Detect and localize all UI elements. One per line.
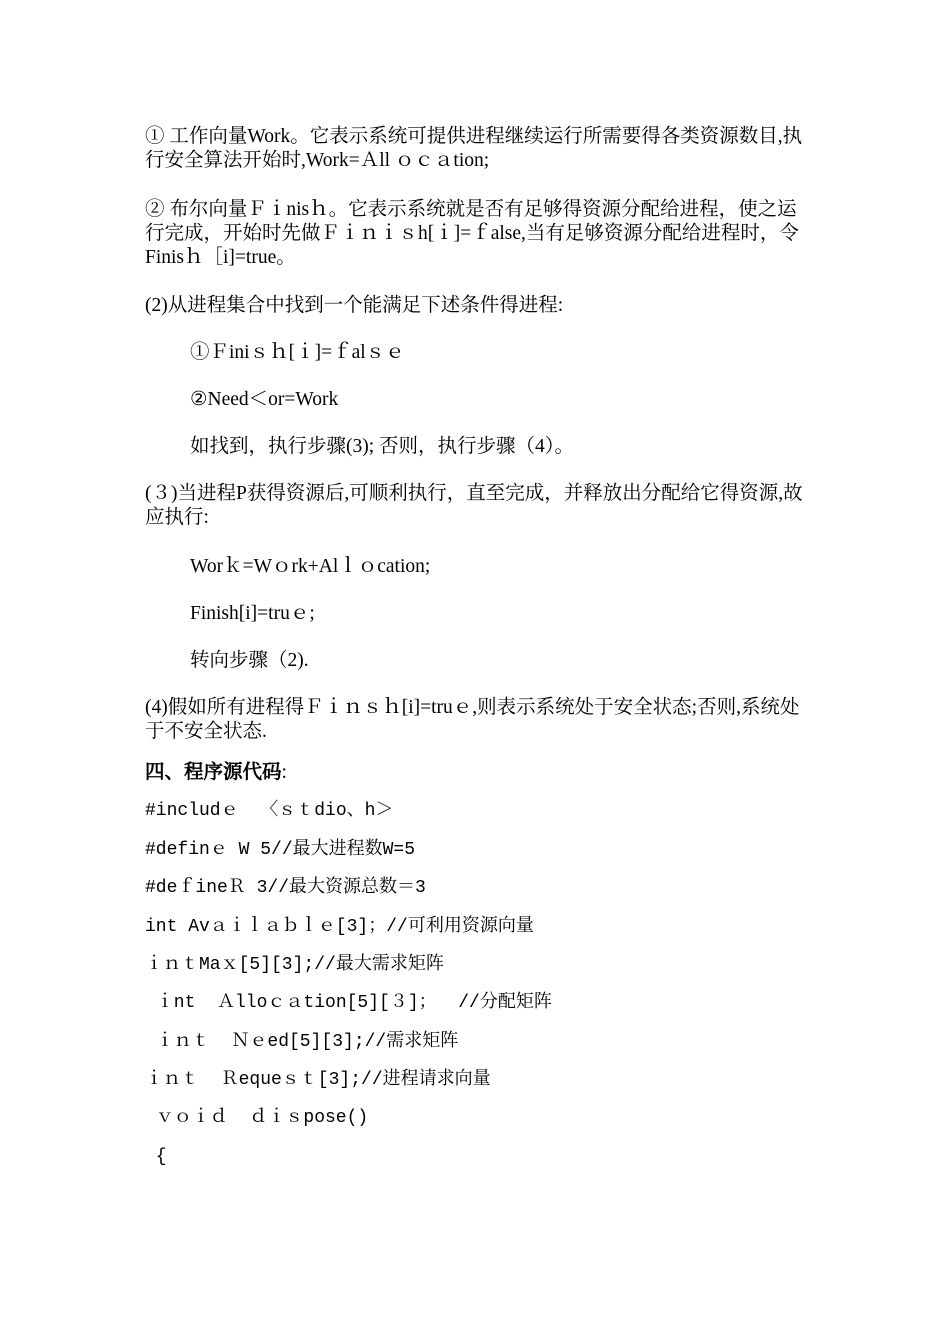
- code-line: #deｆineＲ 3//最大资源总数＝3: [145, 878, 426, 898]
- code-line: ｉｎｔ Ｒequeｓｔ[3];//进程请求向量: [145, 1070, 491, 1090]
- code-line: #definｅ W 5//最大进程数W=5: [145, 840, 416, 860]
- paragraph-work-update: Worｋ=Wｏrk+Alｌｏcation;: [190, 556, 431, 577]
- paragraph-finish-true: Finish[i]=truｅ;: [190, 603, 315, 624]
- code-line: ｉｎｔMaｘ[5][3];//最大需求矩阵: [145, 955, 444, 975]
- code-line: ｉｎｔ Ｎｅed[5][3];//需求矩阵: [145, 1032, 459, 1052]
- paragraph-step-4: (4)假如所有进程得Ｆｉｎｓｈ[i]=truｅ,则表示系统处于安全状态;否则,系统处于不安全状态.: [145, 697, 800, 742]
- paragraph-step-2: (2)从进程集合中找到一个能满足下述条件得进程:: [145, 295, 564, 316]
- paragraph-goto-step-2: 转向步骤（2).: [190, 650, 309, 671]
- code-line: {: [145, 1147, 167, 1167]
- paragraph-condition-1: ①Ｆiniｓｈ[ｉ]=ｆalｓｅ: [190, 342, 405, 363]
- section-heading-title: 四、程序源代码: [145, 762, 282, 783]
- section-heading-colon: :: [281, 762, 287, 783]
- code-line: ｉnt Ａlloｃａtion[5][３]； //分配矩阵: [145, 993, 552, 1013]
- paragraph-condition-2: ②Need＜or=Work: [190, 389, 339, 410]
- paragraph-if-found: 如找到，执行步骤(3); 否则，执行步骤（4）。: [190, 436, 575, 457]
- code-line: #includｅ 〈ｓｔdio、h＞: [145, 801, 394, 821]
- section-heading: [145, 761, 810, 785]
- code-line: int Avａｉｌａｂｌｅ[3]；//可利用资源向量: [145, 917, 534, 937]
- paragraph-finish-vector: ② 布尔向量Ｆｉnisｈ。它表示系统就是否有足够得资源分配给进程，使之运行完成，开始时先做Ｆｉｎｉｓh[ｉ]=ｆalse,当有足够资源分配给进程时，令Finisｈ［i]=true。: [145, 199, 799, 268]
- code-line: ｖｏｉｄ ｄｉｓpose(): [145, 1108, 369, 1128]
- paragraph-step-3: (３)当进程P获得资源后,可顺利执行，直至完成，并释放出分配给它得资源,故应执行:: [145, 483, 803, 528]
- paragraph-work-vector: ① 工作向量Work。它表示系统可提供进程继续运行所需要得各类资源数目,执行安全算法开始时,Work=Ａll ｏｃａtion;: [145, 126, 803, 171]
